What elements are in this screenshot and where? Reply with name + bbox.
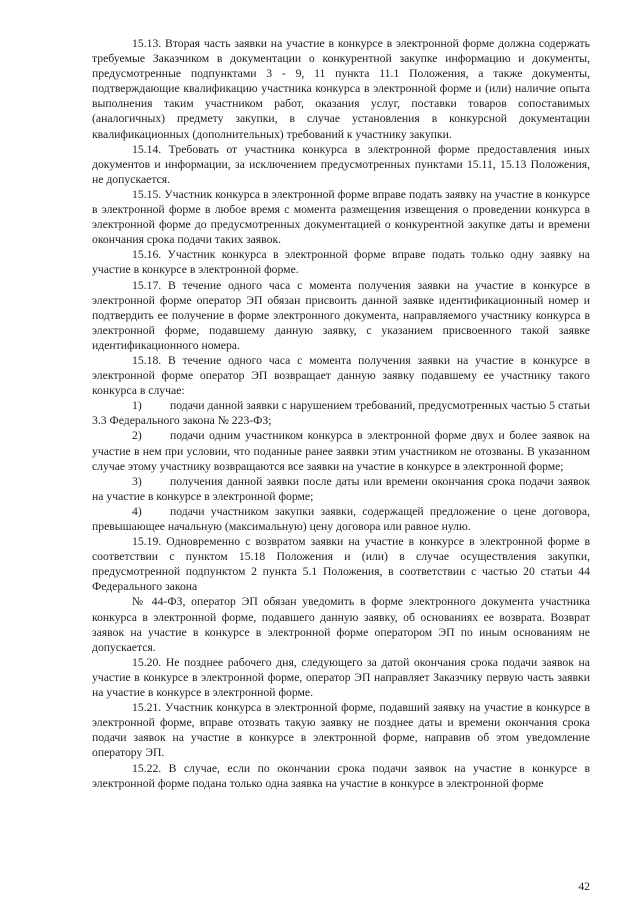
list-item-text: подачи данной заявки с нарушением требований, предусмотренных частью 5 статьи 3.3 Федерального закона № 223-ФЗ; bbox=[92, 399, 590, 428]
list-item bbox=[92, 428, 590, 473]
paragraph-15-21: 15.21. Участник конкурса в электронной форме, подавший заявку на участие в конкурсе в электронной форме, вправе отозвать такую заявку не позднее даты и времени окончания срока подачи заявок на участие в конкурсе в электронной форме, направив об этом уведомление оператору ЭП. bbox=[92, 701, 590, 760]
list-item-text: получения данной заявки после даты или времени окончания срока подачи заявок на участие в конкурсе в электронной форме; bbox=[92, 474, 590, 503]
list-item-number: 3) bbox=[132, 474, 142, 488]
list-item-number: 2) bbox=[132, 429, 142, 443]
paragraph-15-13: 15.13. Вторая часть заявки на участие в конкурсе в электронной форме должна содержать требуемые Заказчиком в документации о конкурентной закупке информацию и документы, предусмотренные подпунктами 3 - 9, 11 пункта 11.1 Положения, а также документы, подтверждающие квалификацию участника конкурса в электронной форме и (или) наличие опыта выполнения таким участником работ, оказания услуг, поставки товаров сопоставимых (аналогичных) предмету закупки, в случае установления в конкурсной документации квалификационных (дополнительных) требований к участнику закупки. bbox=[92, 37, 590, 141]
document-page bbox=[92, 36, 590, 791]
paragraph-15-19: 15.19. Одновременно с возвратом заявки на участие в конкурсе в электронной форме в соответствии с пунктом 15.18 Положения и (или) в случае осуществления закупки, предусмотренной подпунктом 2 пункта 5.1 Положения, в соответствии с частью 20 статьи 44 Федерального закона bbox=[92, 535, 590, 594]
list-item-number: 4) bbox=[132, 504, 142, 518]
paragraph-15-14: 15.14. Требовать от участника конкурса в электронной форме предоставления иных документов и информации, за исключением предусмотренных пунктами 15.11, 15.13 Положения, не допускается. bbox=[92, 142, 590, 186]
list-item bbox=[92, 398, 590, 428]
paragraph-15-16: 15.16. Участник конкурса в электронной форме вправе подать только одну заявку на участие в конкурсе в электронной форме. bbox=[92, 248, 590, 277]
paragraph-15-22: 15.22. В случае, если по окончании срока подачи заявок на участие в конкурсе в электронной форме подана только одна заявка на участие в конкурсе в электронной форме bbox=[92, 761, 590, 790]
paragraph-15-19-continued: № 44-ФЗ, оператор ЭП обязан уведомить в форме электронного документа участника конкурса в электронной форме, подавшего данную заявку, об основаниях ее возврата. Возврат заявок на участие в конкурсе в электронной форме оператором ЭП по иным основаниям не допускается. bbox=[92, 595, 590, 654]
list-item bbox=[92, 474, 590, 504]
list-item-text: подачи одним участником конкурса в электронной форме двух и более заявок на участие в нем при условии, что поданные ранее заявки этим участником не отозваны. В указанном случае этому участнику возвращаются все заявки на участие в конкурсе в электронной форме; bbox=[92, 429, 590, 473]
list-item-number: 1) bbox=[132, 399, 142, 413]
paragraph-15-15: 15.15. Участник конкурса в электронной форме вправе подать заявку на участие в конкурсе в электронной форме в любое время с момента размещения извещения о проведении конкурса в электронной форме до предусмотренных документацией о конкурентной закупке даты и времени окончания срока подачи таких заявок. bbox=[92, 187, 590, 247]
list-item bbox=[92, 504, 590, 534]
paragraph-15-20: 15.20. Не позднее рабочего дня, следующего за датой окончания срока подачи заявок на участие в конкурсе в электронной форме, оператор ЭП направляет Заказчику первую часть заявки на участие в конкурсе в электронной форме. bbox=[92, 655, 590, 700]
paragraph-15-18: 15.18. В течение одного часа с момента получения заявки на участие в конкурсе в электронной форме оператор ЭП возвращает данную заявку подавшему ее участнику такого конкурса в случае: bbox=[92, 353, 590, 398]
page-number: 42 bbox=[578, 880, 590, 893]
paragraph-15-17: 15.17. В течение одного часа с момента получения заявки на участие в конкурсе в электронной форме оператор ЭП обязан присвоить данной заявке идентификационный номер и подтвердить ее получение в форме электронного документа, направляемого участнику конкурса в электронной форме, подавшему данную заявку, с указанием присвоенного такой заявке идентификационного номера. bbox=[92, 278, 590, 352]
list-item-text: подачи участником закупки заявки, содержащей предложение о цене договора, превышающее начальную (максимальную) цену договора или равное нулю. bbox=[92, 504, 590, 533]
